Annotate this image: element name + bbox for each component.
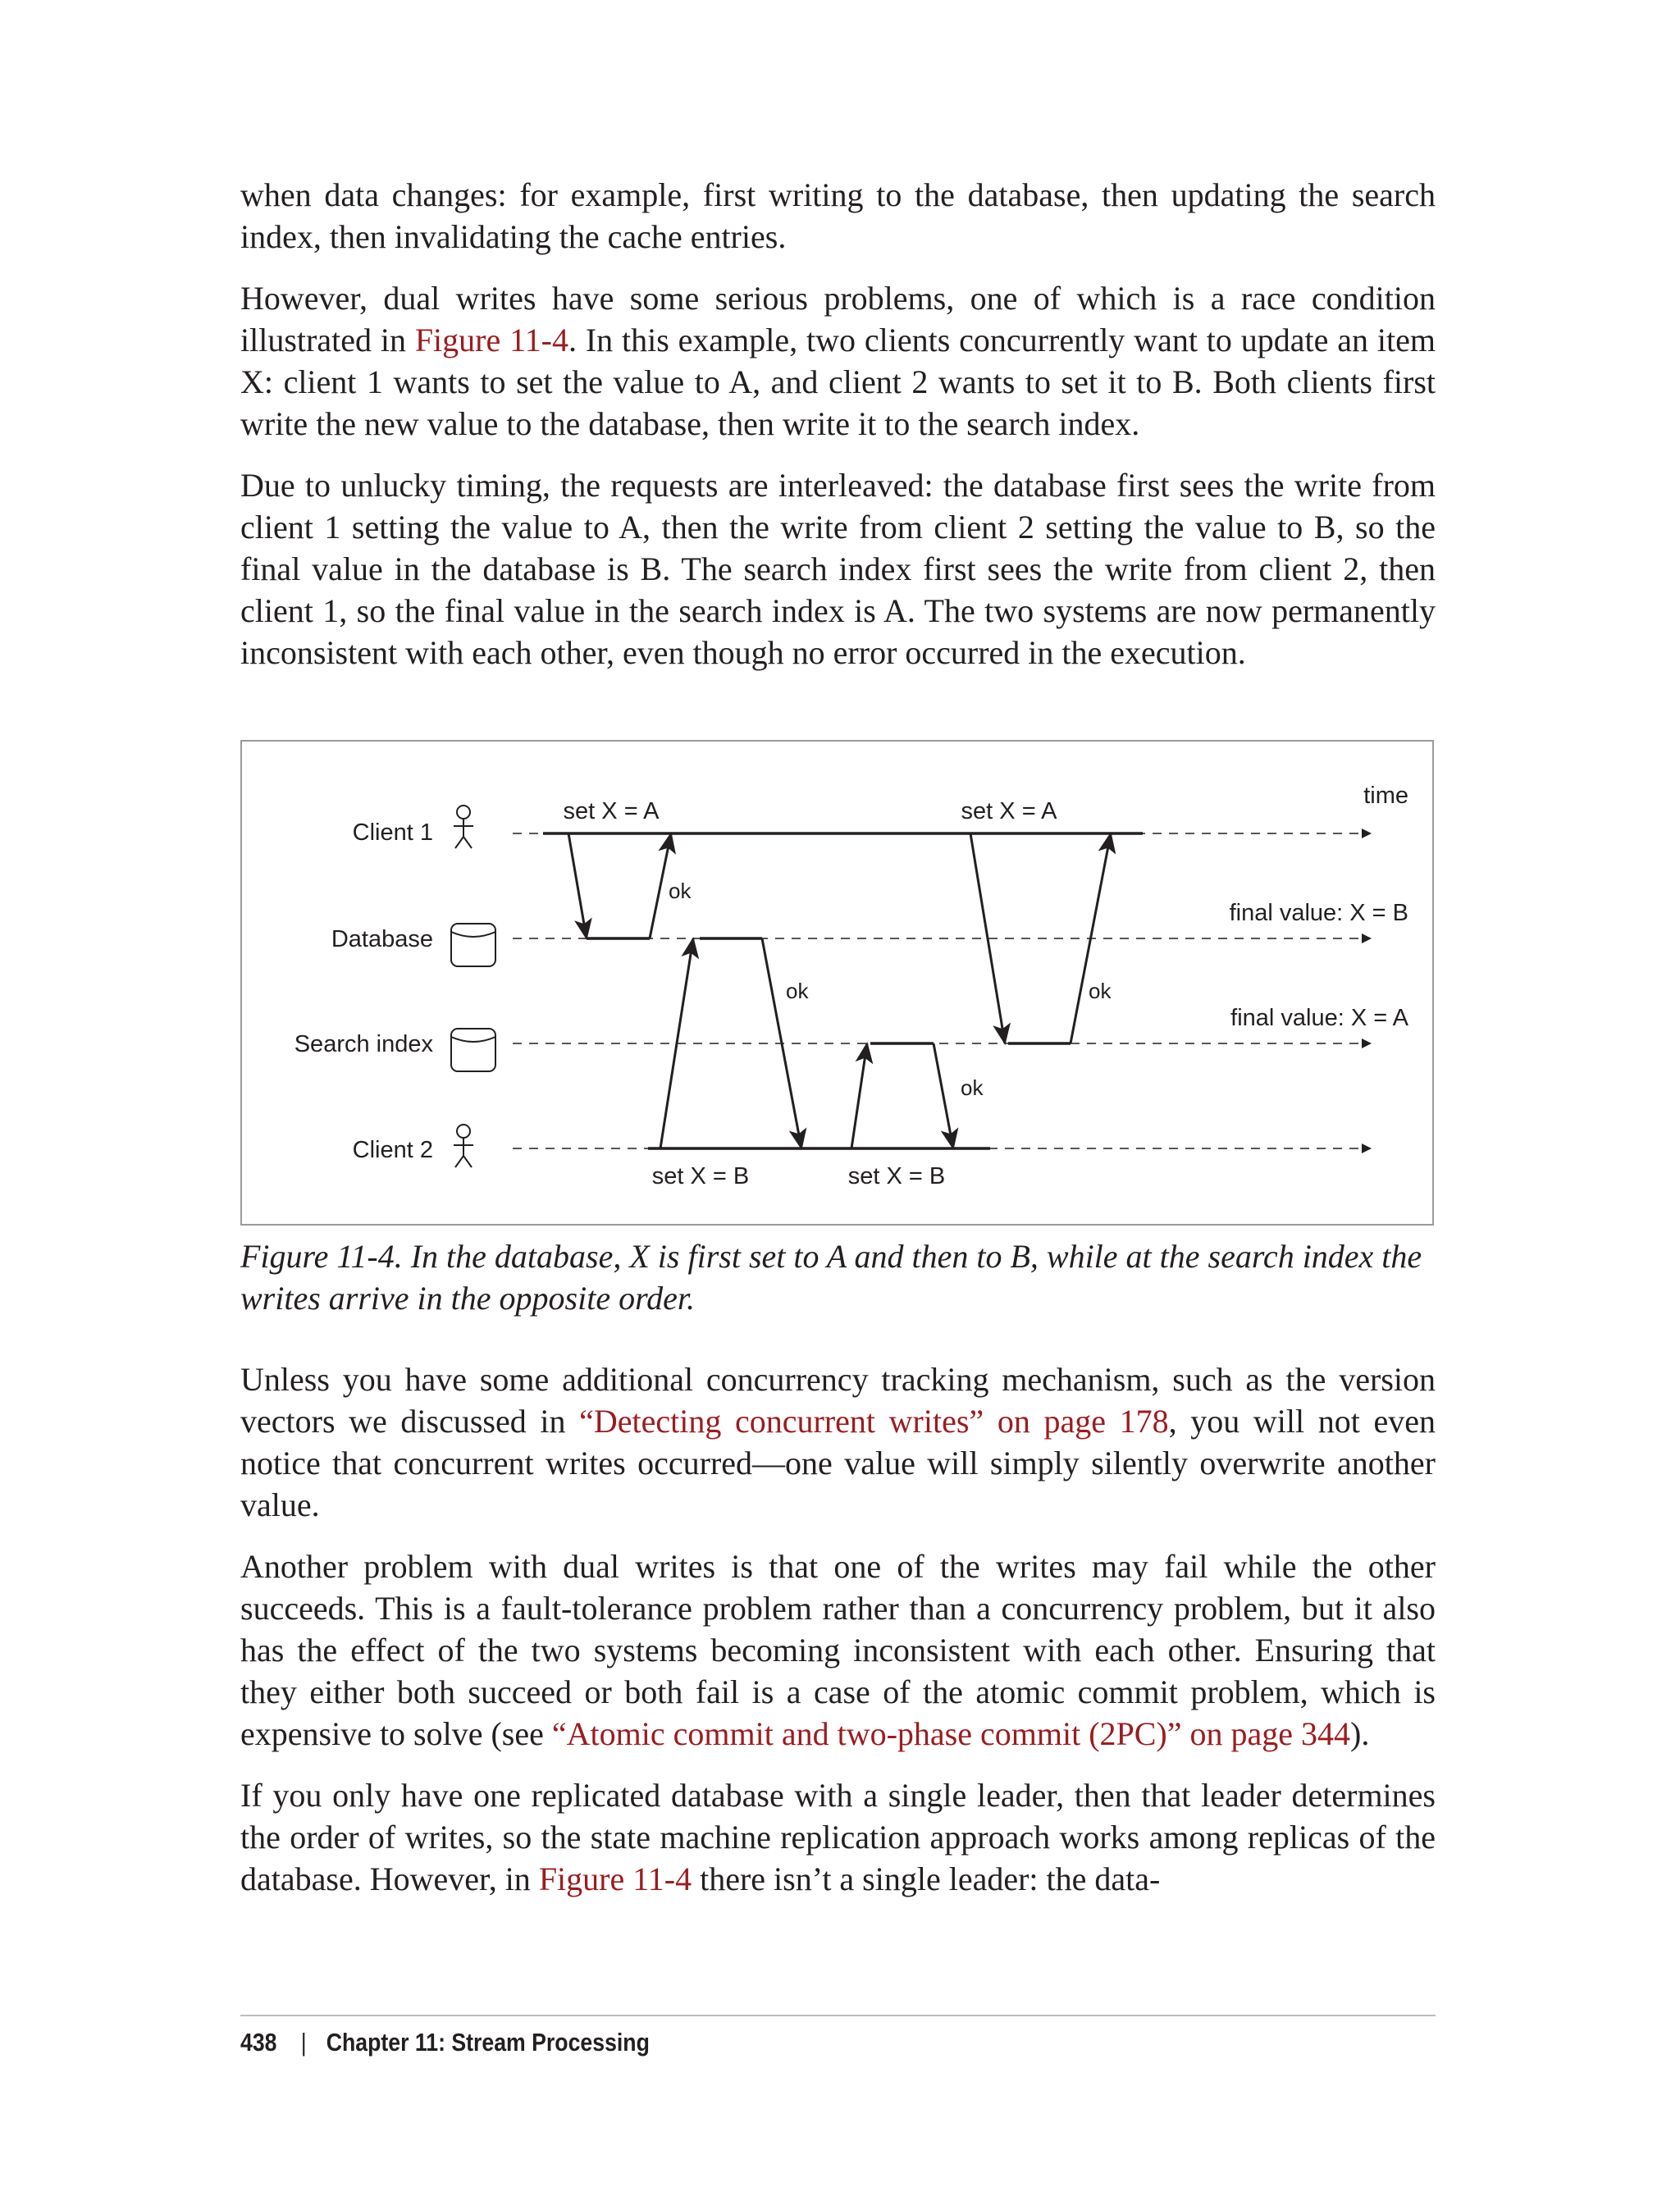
person-icon (454, 1125, 473, 1167)
paragraph (240, 464, 1436, 673)
paragraph-text: If you only have one replicated database with a single leader, then that leader determines the order of writes, so the state machine replication approach works among replicas of the database. However, in (240, 1777, 1436, 1897)
sequence-diagram (242, 742, 1436, 1227)
paragraph-text: there isn’t a single leader: the data- (692, 1860, 1161, 1897)
paragraph-text: ). (1350, 1715, 1370, 1752)
paragraph-text: However, dual writes have some serious problems, one of which is a race condition illustrated in (240, 280, 1436, 358)
ack-label: ok (961, 1075, 984, 1100)
paragraph-text: . In this example, two clients concurrently want to update an item X: client 1 wants to set the value to A, and client 2 wants to set it to B. Both clients first write the new value to the database, then write it to the search index. (240, 322, 1436, 442)
request-label: set X = A (563, 798, 660, 824)
footer-rule (240, 2015, 1436, 2016)
figure-caption: Figure 11-4. In the database, X is first set to A and then to B, while at the search index the writes arrive in the opposite order. (240, 1238, 1422, 1317)
person-icon (454, 806, 473, 848)
ack-label: ok (786, 979, 809, 1003)
final-value-database: final value: X = B (1229, 900, 1408, 926)
lane-label-search-index: Search index (294, 1031, 433, 1057)
message-search-index-ok-to-c2 (934, 1043, 953, 1148)
database-icon (451, 924, 495, 966)
cross-reference-link[interactable]: Figure 11-4 (414, 322, 568, 358)
paragraph (240, 1358, 1436, 1526)
paragraph-text: Unless you have some additional concurrency tracking mechanism, such as the version vectors we discussed in (240, 1361, 1436, 1440)
paragraph-text: Another problem with dual writes is that one of the writes may fail while the other succeeds. This is a fault-tolerance problem rather than a concurrency problem, but it also has the effect of the two systems becoming inconsistent with each other. Ensuring that they either both succeed or both fail is a case of the atomic commit problem, which is expensive to solve (see (240, 1548, 1436, 1752)
lane-label-client1: Client 1 (352, 819, 433, 846)
paragraph (240, 277, 1436, 445)
ack-label: ok (669, 879, 692, 903)
request-label: set X = B (651, 1163, 750, 1189)
body-text-top (240, 174, 1436, 673)
body-text-bottom (240, 1358, 1436, 1900)
page-number: 438 (240, 2028, 277, 2057)
paragraph (240, 1774, 1436, 1900)
cross-reference-link[interactable]: Figure 11-4 (538, 1860, 692, 1897)
paragraph-text: when data changes: for example, first writing to the database, then updating the search index, then invalidating the cache entries. (240, 176, 1436, 255)
paragraph (240, 174, 1436, 258)
database-icon (451, 1029, 495, 1071)
request-label: set X = B (847, 1163, 946, 1189)
lane-label-database: Database (331, 926, 433, 952)
page-footer (240, 2021, 650, 2064)
figure-11-4 (240, 740, 1434, 1226)
footer-separator: | (300, 2028, 307, 2057)
message-c1-to-db (568, 833, 587, 938)
message-c2-to-search-index (851, 1043, 867, 1148)
cross-reference-link[interactable]: “Atomic commit and two-phase commit (2PC)” on page 344 (551, 1715, 1351, 1752)
paragraph-text: Due to unlucky timing, the requests are interleaved: the database first sees the write from client 1 setting the value to A, then the write from client 2 setting the value to B, so the final value in the database is B. The search index first sees the write from client 2, then client 1, so the final value in the search index is A. The two systems are now permanently inconsistent with each other, even though no error occurred in the execution. (240, 467, 1436, 671)
final-value-search-index: final value: X = A (1230, 1005, 1408, 1031)
paragraph-text: , you will not even notice that concurrent writes occurred—one value will simply silently overwrite another value. (240, 1403, 1436, 1523)
cross-reference-link[interactable]: “Detecting concurrent writes” on page 178 (579, 1403, 1169, 1440)
paragraph (240, 1545, 1436, 1755)
chapter-title: Chapter 11: Stream Processing (326, 2028, 650, 2057)
lane-label-client2: Client 2 (352, 1137, 433, 1163)
ack-label: ok (1089, 979, 1112, 1003)
request-label: set X = A (961, 798, 1057, 824)
time-label: time (1363, 783, 1408, 809)
